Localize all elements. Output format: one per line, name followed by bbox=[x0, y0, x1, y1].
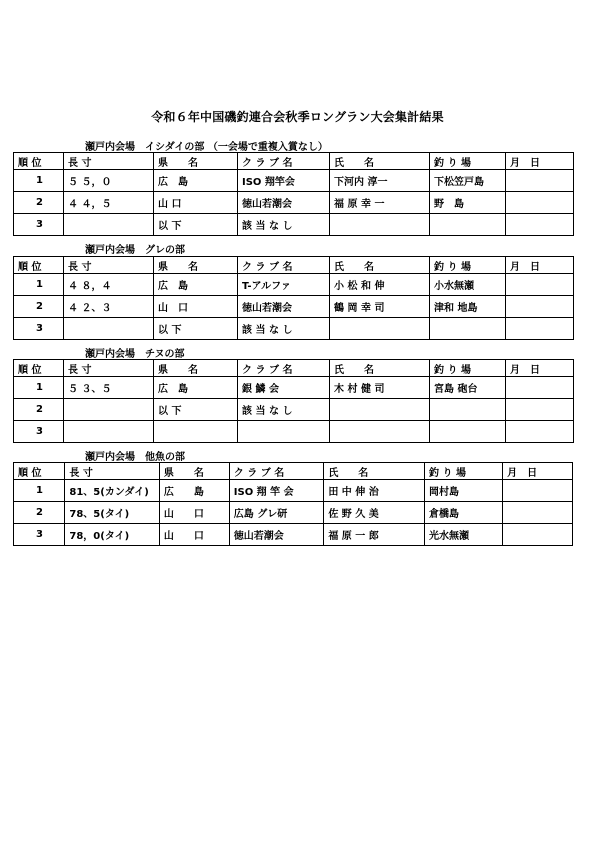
name-cell: 田 中 伸 治 bbox=[324, 480, 425, 502]
header-cell: 月 日 bbox=[503, 463, 573, 480]
club-cell: 徳山若潮会 bbox=[238, 296, 330, 318]
club-cell: 徳山若潮会 bbox=[229, 524, 324, 546]
header-cell: 氏 名 bbox=[330, 257, 430, 274]
spot-cell bbox=[430, 318, 506, 340]
header-cell: 月 日 bbox=[506, 257, 574, 274]
rank-cell: 1 bbox=[14, 480, 65, 502]
club-cell: 広島 グレ研 bbox=[229, 502, 324, 524]
header-cell: ク ラ ブ 名 bbox=[238, 360, 330, 377]
header-cell: 長 寸 bbox=[65, 463, 160, 480]
name-cell bbox=[330, 214, 430, 236]
table-header-row bbox=[14, 360, 574, 377]
name-cell: 福 原 幸 一 bbox=[330, 192, 430, 214]
length-cell: ４ ２、３ bbox=[64, 296, 154, 318]
spot-cell bbox=[430, 421, 506, 443]
name-cell: 木 村 健 司 bbox=[330, 377, 430, 399]
header-cell: 長 寸 bbox=[64, 257, 154, 274]
header-cell: 県 名 bbox=[159, 463, 229, 480]
header-cell: 氏 名 bbox=[330, 153, 430, 170]
length-cell: ４ ４，５ bbox=[64, 192, 154, 214]
table-row bbox=[14, 502, 573, 524]
section-title-other-fish: 瀬戸内会場 他魚の部 bbox=[85, 452, 185, 463]
club-cell: 銀 鱗 会 bbox=[238, 377, 330, 399]
header-cell: 釣 り 場 bbox=[430, 360, 506, 377]
rank-cell: 2 bbox=[14, 502, 65, 524]
date-cell bbox=[503, 524, 573, 546]
spot-cell bbox=[430, 399, 506, 421]
header-cell: 氏 名 bbox=[324, 463, 425, 480]
header-cell: ク ラ ブ 名 bbox=[238, 257, 330, 274]
header-cell: 氏 名 bbox=[330, 360, 430, 377]
club-cell bbox=[238, 421, 330, 443]
results-table-gure bbox=[13, 256, 574, 340]
rank-cell: 2 bbox=[14, 296, 64, 318]
rank-cell: 3 bbox=[14, 214, 64, 236]
header-cell: 釣 り 場 bbox=[430, 153, 506, 170]
header-cell: 長 寸 bbox=[64, 360, 154, 377]
spot-cell: 倉橋島 bbox=[425, 502, 503, 524]
table-row bbox=[14, 274, 574, 296]
table-header-row bbox=[14, 153, 574, 170]
spot-cell: 小水無瀬 bbox=[430, 274, 506, 296]
length-cell bbox=[64, 318, 154, 340]
results-table-other-fish bbox=[13, 462, 573, 546]
header-cell: 月 日 bbox=[506, 153, 574, 170]
spot-cell: 光水無瀬 bbox=[425, 524, 503, 546]
date-cell bbox=[503, 502, 573, 524]
date-cell bbox=[506, 296, 574, 318]
name-cell: 福 原 一 郎 bbox=[324, 524, 425, 546]
table-row bbox=[14, 192, 574, 214]
rank-cell: 3 bbox=[14, 318, 64, 340]
date-cell bbox=[506, 170, 574, 192]
prefecture-cell: 山 口 bbox=[159, 524, 229, 546]
header-cell: ク ラ ブ 名 bbox=[238, 153, 330, 170]
table-row bbox=[14, 524, 573, 546]
club-cell: ISO 翔竿会 bbox=[238, 170, 330, 192]
table-row bbox=[14, 377, 574, 399]
spot-cell bbox=[430, 214, 506, 236]
club-cell: 該 当 な し bbox=[238, 318, 330, 340]
club-cell: 該 当 な し bbox=[238, 399, 330, 421]
prefecture-cell: 以 下 bbox=[154, 399, 238, 421]
page-title: 令和６年中国磯釣連合会秋季ロングラン大会集計結果 bbox=[151, 110, 444, 124]
date-cell bbox=[503, 480, 573, 502]
header-cell: 釣 り 場 bbox=[425, 463, 503, 480]
spot-cell: 野 島 bbox=[430, 192, 506, 214]
name-cell bbox=[330, 399, 430, 421]
name-cell: 下河内 淳一 bbox=[330, 170, 430, 192]
header-cell: 順 位 bbox=[14, 360, 64, 377]
table-row bbox=[14, 214, 574, 236]
length-cell: ５ ５，０ bbox=[64, 170, 154, 192]
spot-cell: 宮島 砲台 bbox=[430, 377, 506, 399]
table-row bbox=[14, 480, 573, 502]
table-header-row bbox=[14, 463, 573, 480]
name-cell: 佐 野 久 美 bbox=[324, 502, 425, 524]
prefecture-cell: 以 下 bbox=[154, 318, 238, 340]
table-row bbox=[14, 421, 574, 443]
prefecture-cell: 山 口 bbox=[159, 502, 229, 524]
results-table-chinu bbox=[13, 359, 574, 443]
club-cell: 該 当 な し bbox=[238, 214, 330, 236]
prefecture-cell: 広 島 bbox=[159, 480, 229, 502]
length-cell bbox=[64, 214, 154, 236]
date-cell bbox=[506, 274, 574, 296]
spot-cell: 下松笠戸島 bbox=[430, 170, 506, 192]
name-cell: 鶴 岡 幸 司 bbox=[330, 296, 430, 318]
spot-cell: 岡村島 bbox=[425, 480, 503, 502]
rank-cell: 1 bbox=[14, 170, 64, 192]
rank-cell: 2 bbox=[14, 399, 64, 421]
club-cell: 徳山若潮会 bbox=[238, 192, 330, 214]
prefecture-cell: 山 口 bbox=[154, 192, 238, 214]
length-cell: ４ ８，４ bbox=[64, 274, 154, 296]
table-row bbox=[14, 399, 574, 421]
length-cell: 81、5(カンダイ) bbox=[65, 480, 160, 502]
rank-cell: 1 bbox=[14, 377, 64, 399]
rank-cell: 1 bbox=[14, 274, 64, 296]
header-cell: 県 名 bbox=[154, 153, 238, 170]
date-cell bbox=[506, 399, 574, 421]
name-cell: 小 松 和 伸 bbox=[330, 274, 430, 296]
date-cell bbox=[506, 192, 574, 214]
table-row bbox=[14, 296, 574, 318]
results-table-ishidai bbox=[13, 152, 574, 236]
rank-cell: 3 bbox=[14, 524, 65, 546]
header-cell: 順 位 bbox=[14, 463, 65, 480]
header-cell: 長 寸 bbox=[64, 153, 154, 170]
date-cell bbox=[506, 421, 574, 443]
prefecture-cell: 広 島 bbox=[154, 377, 238, 399]
name-cell bbox=[330, 318, 430, 340]
table-header-row bbox=[14, 257, 574, 274]
club-cell: ISO 翔 竿 会 bbox=[229, 480, 324, 502]
length-cell: ５ ３、５ bbox=[64, 377, 154, 399]
date-cell bbox=[506, 318, 574, 340]
table-row bbox=[14, 318, 574, 340]
prefecture-cell: 以 下 bbox=[154, 214, 238, 236]
spot-cell: 津和 地島 bbox=[430, 296, 506, 318]
name-cell bbox=[330, 421, 430, 443]
length-cell: 78、5(タイ) bbox=[65, 502, 160, 524]
header-cell: 順 位 bbox=[14, 257, 64, 274]
prefecture-cell: 山 口 bbox=[154, 296, 238, 318]
prefecture-cell: 広 島 bbox=[154, 274, 238, 296]
header-cell: 県 名 bbox=[154, 257, 238, 274]
header-cell: 月 日 bbox=[506, 360, 574, 377]
header-cell: ク ラ ブ 名 bbox=[229, 463, 324, 480]
date-cell bbox=[506, 214, 574, 236]
section-title-gure: 瀬戸内会場 グレの部 bbox=[85, 245, 185, 256]
length-cell bbox=[64, 399, 154, 421]
rank-cell: 3 bbox=[14, 421, 64, 443]
club-cell: T-アルファ bbox=[238, 274, 330, 296]
header-cell: 釣 り 場 bbox=[430, 257, 506, 274]
prefecture-cell bbox=[154, 421, 238, 443]
date-cell bbox=[506, 377, 574, 399]
header-cell: 順 位 bbox=[14, 153, 64, 170]
section-title-chinu: 瀬戸内会場 チヌの部 bbox=[85, 349, 185, 360]
prefecture-cell: 広 島 bbox=[154, 170, 238, 192]
header-cell: 県 名 bbox=[154, 360, 238, 377]
length-cell: 78，0(タイ) bbox=[65, 524, 160, 546]
rank-cell: 2 bbox=[14, 192, 64, 214]
length-cell bbox=[64, 421, 154, 443]
section-title-ishidai: 瀬戸内会場 イシダイの部 （一会場で重複入賞なし） bbox=[85, 142, 328, 153]
table-row bbox=[14, 170, 574, 192]
